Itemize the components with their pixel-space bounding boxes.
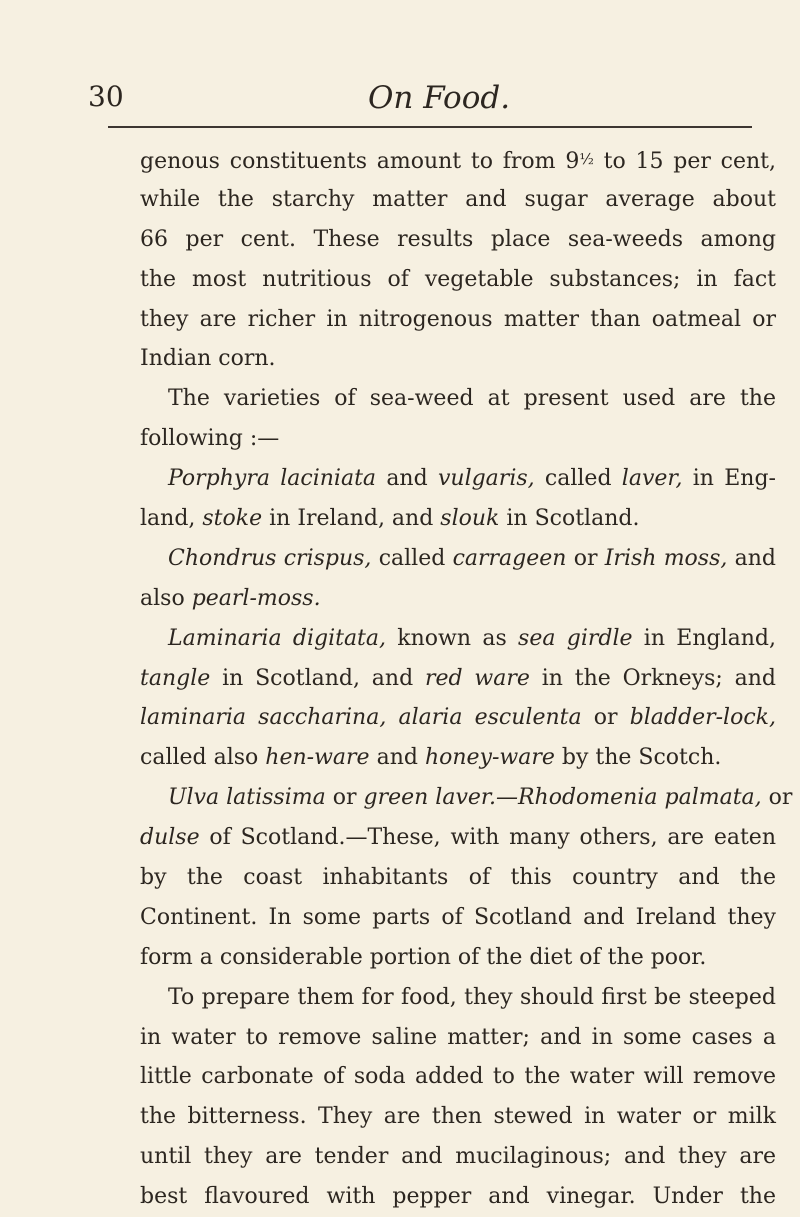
text-line	[140, 300, 776, 340]
text-span: land,	[140, 506, 203, 532]
text-line	[140, 220, 776, 260]
text-line	[140, 1057, 776, 1097]
text-line	[140, 140, 776, 180]
text-line	[140, 898, 776, 938]
italic-text: Chondrus crispus,	[168, 545, 372, 571]
text-span: Continent. In some parts of Scotland and Ireland they	[140, 904, 776, 930]
text-span: of Scotland.—These, with many others, are eaten	[199, 825, 776, 851]
italic-text: slouk	[440, 506, 500, 532]
italic-text: laver,	[621, 466, 683, 492]
italic-text: Irish moss,	[604, 545, 728, 571]
text-span: in Ireland, and	[262, 506, 441, 532]
text-span: known as	[386, 625, 519, 651]
text-line	[140, 1137, 776, 1177]
text-span: in Scotland.	[499, 506, 640, 532]
body-text	[140, 140, 793, 1217]
text-span: 66 per cent. These results place sea-weeds among	[140, 226, 776, 252]
text-span: following :—	[140, 426, 280, 452]
text-line	[140, 339, 776, 379]
italic-text: carrageen	[452, 545, 567, 571]
header-rule	[108, 126, 752, 128]
italic-text: tangle	[140, 665, 211, 691]
italic-text: Ulva latissima	[168, 785, 326, 811]
text-span: they are richer in nitrogenous matter than oatmeal or	[140, 306, 776, 332]
text-line	[140, 539, 776, 579]
italic-text: green laver.—Rhodomenia palmata,	[363, 785, 762, 811]
italic-text: Laminaria digitata,	[168, 625, 387, 651]
text-line	[140, 1018, 776, 1058]
text-line	[140, 738, 776, 778]
text-span: called also	[140, 745, 266, 771]
text-line	[140, 818, 776, 858]
running-head	[0, 80, 800, 124]
text-line	[140, 698, 776, 738]
running-title: On Food.	[368, 80, 511, 116]
text-span: and	[727, 545, 776, 571]
text-span: called	[534, 466, 622, 492]
text-span: The varieties of sea-weed at present used are the	[168, 386, 776, 412]
text-span: by the Scotch.	[554, 745, 722, 771]
text-line	[140, 260, 776, 300]
text-line	[140, 499, 776, 539]
text-span: in Eng-	[682, 466, 776, 492]
text-span: in the Orkneys; and	[529, 665, 776, 691]
italic-text: dulse	[140, 825, 200, 851]
text-line	[140, 459, 776, 499]
text-line	[140, 619, 776, 659]
page-number: 30	[88, 80, 124, 113]
text-span: and	[369, 745, 425, 771]
text-span: genous constituents amount to from 9	[140, 149, 580, 174]
text-span: to 15 per cent,	[593, 149, 776, 174]
text-span: or	[566, 545, 605, 571]
text-span: in water to remove saline matter; and in some cases a	[140, 1024, 776, 1050]
italic-text: laminaria saccharina, alaria esculenta	[140, 705, 582, 731]
text-line	[140, 1177, 776, 1217]
text-span: in England,	[632, 625, 776, 651]
text-span: until they are tender and mucilaginous; and they are	[140, 1144, 776, 1170]
text-line	[140, 659, 776, 699]
text-span: little carbonate of soda added to the water will remove	[140, 1064, 776, 1090]
text-span: in Scotland, and	[210, 665, 425, 691]
text-line	[140, 419, 776, 459]
italic-text: vulgaris,	[437, 466, 535, 492]
text-span: or	[325, 785, 364, 811]
text-span: or	[581, 705, 630, 731]
text-span: while the starchy matter and sugar average about	[140, 186, 776, 212]
text-span: or	[761, 785, 793, 811]
italic-text: pearl-moss.	[191, 585, 321, 611]
text-span: called	[371, 545, 453, 571]
italic-text: honey-ware	[424, 745, 555, 771]
text-span: ½	[579, 150, 594, 168]
text-span: Indian corn.	[140, 346, 276, 372]
italic-text: bladder-lock,	[629, 705, 776, 731]
text-line	[140, 379, 776, 419]
text-span: To prepare them for food, they should first be steeped	[168, 984, 776, 1010]
text-line	[140, 1097, 776, 1137]
text-span: by the coast inhabitants of this country and the	[140, 865, 776, 891]
italic-text: hen-ware	[265, 745, 370, 771]
italic-text: sea girdle	[518, 625, 633, 651]
text-line	[140, 938, 776, 978]
text-span: best flavoured with pepper and vinegar. Under the	[140, 1184, 776, 1210]
text-span: the bitterness. They are then stewed in water or milk	[140, 1104, 776, 1130]
text-line	[140, 778, 793, 818]
text-line	[140, 180, 776, 220]
text-line	[140, 978, 776, 1018]
italic-text: red ware	[425, 665, 530, 691]
text-span: and	[376, 466, 438, 492]
italic-text: stoke	[202, 506, 263, 532]
text-span: form a considerable portion of the diet of the poor.	[140, 944, 707, 970]
italic-text: Porphyra laciniata	[168, 466, 377, 492]
text-line	[140, 858, 776, 898]
text-span: the most nutritious of vegetable substances; in fact	[140, 266, 776, 292]
text-line	[140, 579, 776, 619]
text-span: also	[140, 585, 192, 611]
